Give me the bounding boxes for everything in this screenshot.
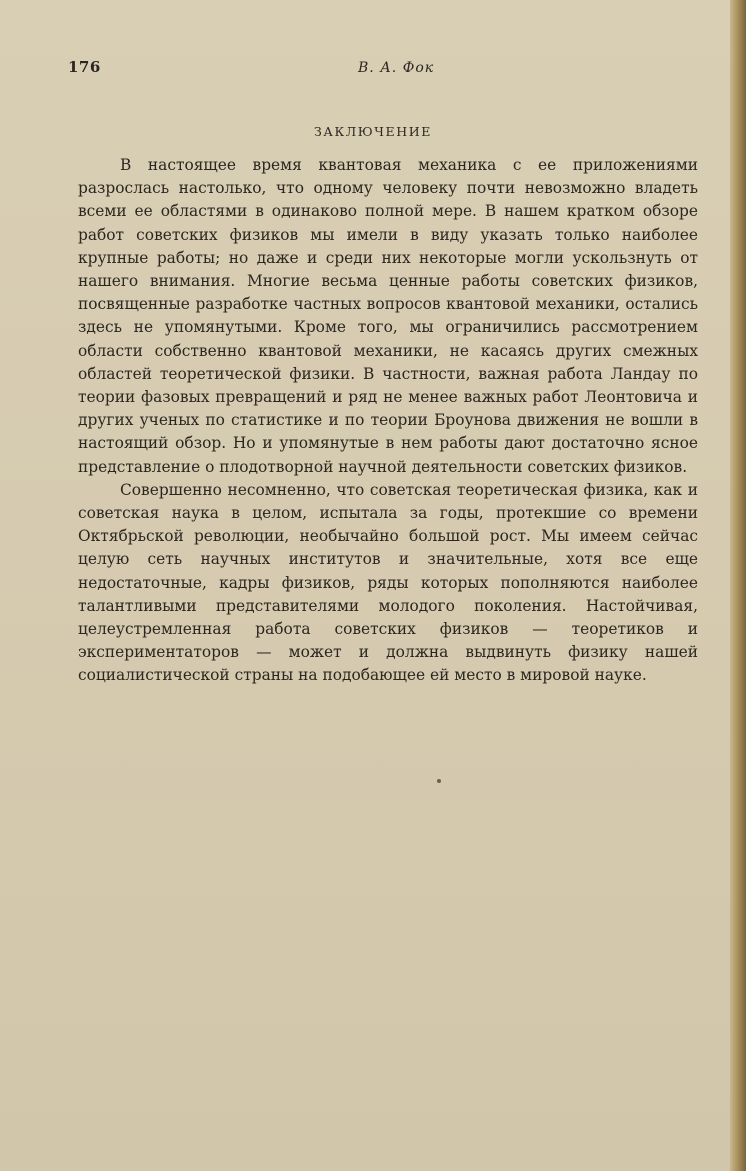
running-head-author: В. А. Фок [358, 60, 435, 76]
print-speck [437, 779, 441, 783]
body-text [78, 154, 698, 688]
running-head [68, 58, 642, 82]
paragraph-2: Совершенно несомненно, что советская теоретическая физика, как и советская наука в целом, испытала за годы, протекшие со времени Октябрьской революции, необычайно большой рост. Мы имеем сейчас целую сеть научных институтов и значительные, хотя все еще недостаточные, кадры физиков, ряды которых пополняются наиболее талантливыми представителями молодого поколения. Настойчивая, целеустремленная работа советских физиков — теоретиков и экспериментаторов — может и должна выдвинуть физику нашей социалистической страны на подобающее ей место в мировой науке. [78, 480, 698, 685]
paragraph-1: В настоящее время квантовая механика с ее приложениями разрослась настолько, что одному человеку почти невозможно владеть всеми ее областями в одинаково полной мере. В нашем кратком обзоре работ советских физиков мы имели в виду указать только наиболее крупные работы; но даже и среди них некоторые могли ускользнуть от нашего внимания. Многие весьма ценные работы советских физиков, посвященные разработке частных вопросов квантовой механики, остались здесь не упомянутыми. Кроме того, мы ограничились рассмотрением области собственно квантовой механики, не касаясь других смежных областей теоретической физики. В частности, важная работа Ландау по теории фазовых превращений и ряд не менее важных работ Леонтовича и других ученых по статистике и по теории Броунова движения не вошли в настоящий обзор. Но и упомянутые в нем работы дают достаточно ясное представление о плодотворной научной деятельности советских физиков. [78, 156, 698, 476]
section-title: ЗАКЛЮЧЕНИЕ [314, 124, 432, 139]
page-number: 176 [68, 58, 101, 76]
book-spine-edge [730, 0, 746, 1171]
